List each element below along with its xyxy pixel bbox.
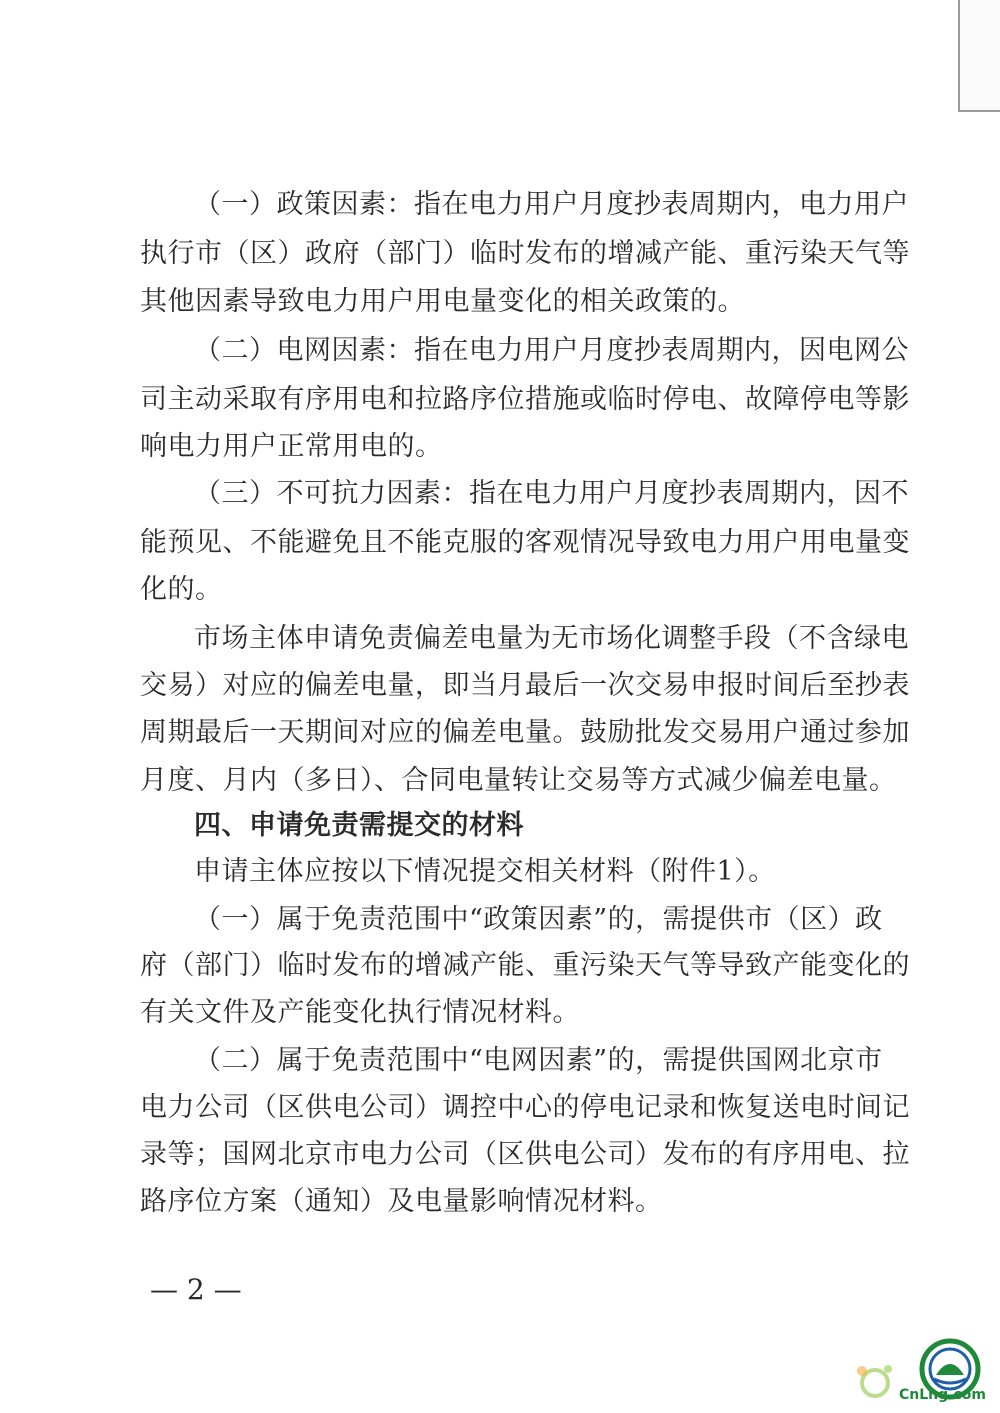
paragraph-line: （三）不可抗力因素：指在电力用户月度抄表周期内，因不 (194, 478, 909, 509)
paragraph-line: 执行市（区）政府（部门）临时发布的增减产能、重污染天气等 (140, 238, 910, 269)
page-corner-fold (958, 0, 1000, 112)
section-heading: 四、申请免责需提交的材料 (194, 810, 524, 841)
paragraph-line: 市场主体申请免责偏差电量为无市场化调整手段（不含绿电 (194, 623, 909, 654)
site-watermark-logo (840, 1335, 990, 1405)
paragraph-line: 其他因素导致电力用户用电量变化的相关政策的。 (140, 286, 745, 317)
paragraph-line: （二）属于免责范围中“电网因素”的，需提供国网北京市 (194, 1045, 883, 1076)
paragraph-line: 月度、月内（多日）、合同电量转让交易等方式减少偏差电量。 (140, 765, 897, 796)
paragraph-line: （一）政策因素：指在电力用户月度抄表周期内，电力用户 (194, 189, 909, 220)
paragraph-line: 府（部门）临时发布的增减产能、重污染天气等导致产能变化的 (140, 950, 910, 981)
paragraph-line: （一）属于免责范围中“政策因素”的，需提供市（区）政 (194, 904, 883, 935)
paragraph-line: 交易）对应的偏差电量，即当月最后一次交易申报时间后至抄表 (140, 670, 910, 701)
paragraph-line: 能预见、不能避免且不能克服的客观情况导致电力用户用电量变 (140, 527, 910, 558)
paragraph-line: 申请主体应按以下情况提交相关材料（附件1）。 (194, 856, 776, 887)
page-number: — 2 — (150, 1273, 242, 1306)
paragraph-line: 录等；国网北京市电力公司（区供电公司）发布的有序用电、拉 (140, 1139, 910, 1170)
paragraph-line: 有关文件及产能变化执行情况材料。 (140, 997, 580, 1028)
paragraph-line: （二）电网因素：指在电力用户月度抄表周期内，因电网公 (194, 335, 909, 366)
paragraph-line: 响电力用户正常用电的。 (140, 431, 443, 462)
watermark-text: CnLng.com (899, 1387, 986, 1403)
paragraph-line: 路序位方案（通知）及电量影响情况材料。 (140, 1186, 663, 1217)
paragraph-line: 化的。 (140, 574, 223, 605)
paragraph-line: 电力公司（区供电公司）调控中心的停电记录和恢复送电时间记 (140, 1092, 910, 1123)
paragraph-line: 司主动采取有序用电和拉路序位措施或临时停电、故障停电等影 (140, 384, 910, 415)
paragraph-line: 周期最后一天期间对应的偏差电量。鼓励批发交易用户通过参加 (140, 717, 910, 748)
